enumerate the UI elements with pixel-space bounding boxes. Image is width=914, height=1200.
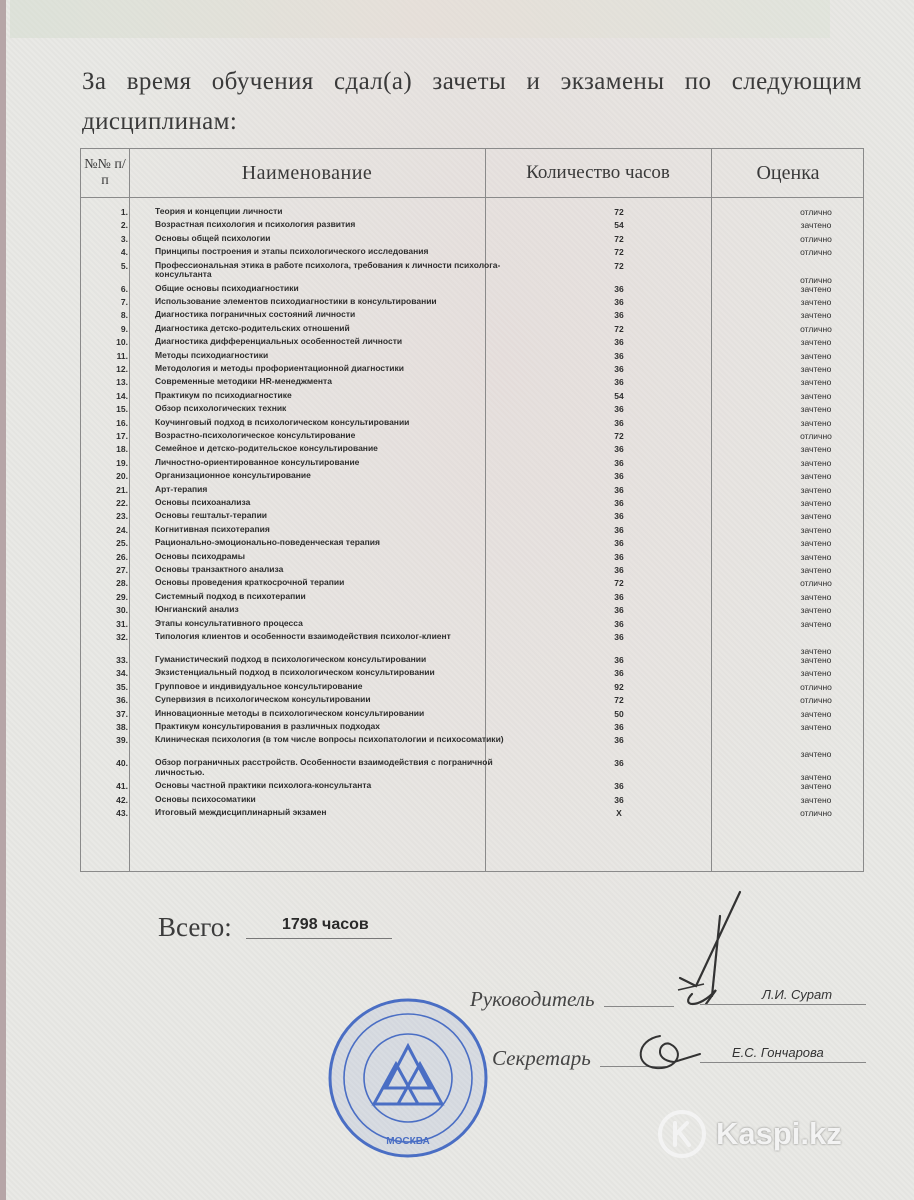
- row-hours: 36: [614, 781, 624, 792]
- row-grade: зачтено: [800, 749, 832, 760]
- row-hours: 36: [614, 471, 624, 482]
- row-grade: отлично: [800, 578, 832, 589]
- row-number: 15.: [116, 404, 128, 415]
- row-grade: зачтено: [800, 722, 832, 732]
- row-grade: зачтено: [800, 377, 832, 388]
- row-discipline-name: Рационально-эмоционально-поведенческая терапия: [155, 537, 380, 548]
- row-hours: 36: [614, 794, 624, 805]
- row-number: 19.: [116, 457, 128, 468]
- row-hours: 36: [614, 377, 624, 388]
- row-hours: 36: [614, 498, 624, 508]
- row-number: 11.: [116, 350, 128, 361]
- row-hours: 36: [614, 337, 624, 348]
- row-discipline-name: Принципы построения и этапы психологического исследования: [155, 246, 429, 257]
- row-number: 14.: [116, 390, 128, 401]
- row-grade: зачтено: [800, 350, 832, 361]
- row-hours: 36: [614, 722, 624, 732]
- row-number: 18.: [116, 444, 128, 455]
- row-grade: зачтено: [800, 283, 832, 294]
- row-grade: зачтено: [800, 364, 832, 374]
- row-grade: зачтено: [800, 538, 832, 549]
- row-grade: зачтено: [800, 471, 832, 482]
- row-hours: 72: [614, 207, 624, 217]
- column-divider: [711, 149, 712, 871]
- row-discipline-name: Групповое и индивидуальное консультирование: [155, 680, 363, 691]
- row-discipline-name: Диагностика детско-родительских отношений: [155, 322, 350, 333]
- header-name: Наименование: [241, 161, 373, 184]
- row-hours: 36: [614, 618, 624, 629]
- row-discipline-name: Юнгианский анализ: [155, 604, 239, 615]
- row-hours: 54: [614, 220, 624, 231]
- header-divider: [81, 197, 863, 198]
- row-number: 12.: [116, 364, 128, 374]
- row-number: 3.: [120, 233, 128, 244]
- row-hours: 36: [614, 511, 624, 522]
- row-hours: 36: [614, 484, 624, 495]
- row-discipline-name: Основы психодрамы: [155, 550, 246, 561]
- row-number: 24.: [116, 524, 128, 535]
- header-grade: Оценка: [756, 161, 820, 184]
- row-discipline-name: Основы гештальт-терапии: [155, 510, 268, 521]
- role-secretary: Секретарь: [492, 1046, 591, 1070]
- row-number: 42.: [116, 794, 128, 805]
- row-hours: 36: [614, 457, 624, 468]
- row-number: 10.: [116, 337, 128, 348]
- row-hours: 72: [614, 247, 624, 258]
- row-discipline-name: Возрастно-психологическое консультирование: [155, 430, 356, 440]
- row-discipline-name: Коучинговый подход в психологическом консультировании: [155, 416, 410, 427]
- row-number: 40.: [116, 758, 128, 769]
- row-number: 9.: [120, 323, 128, 334]
- row-discipline-name: Современные методики HR-менеджмента: [155, 376, 332, 387]
- row-grade: зачтено: [800, 484, 832, 495]
- row-discipline-name: Профессиональная этика в работе психолога, требования к личности психолога-консультанта: [155, 259, 501, 280]
- row-hours: 36: [614, 364, 624, 374]
- row-discipline-name: Основы частной практики психолога-консультанта: [155, 780, 372, 791]
- kaspi-watermark: [658, 1110, 842, 1158]
- row-hours: 36: [614, 655, 624, 665]
- secretary-name: Е.С. Гончарова: [732, 1045, 824, 1060]
- row-discipline-name: Организационное консультирование: [155, 470, 311, 481]
- row-discipline-name: Общие основы психодиагностики: [155, 282, 299, 293]
- row-hours: 72: [614, 578, 624, 589]
- row-hours: 36: [614, 735, 624, 746]
- row-discipline-name: Обзор психологических техник: [155, 403, 287, 414]
- row-hours: 36: [614, 538, 624, 549]
- row-discipline-name: Возрастная психология и психология развития: [155, 219, 356, 230]
- row-number: 32.: [116, 632, 128, 642]
- row-discipline-name: Практикум по психодиагностике: [155, 389, 292, 400]
- row-grade: зачтено: [800, 708, 832, 719]
- row-hours: 72: [614, 323, 624, 334]
- row-grade: отлично: [800, 274, 832, 285]
- row-grade: зачтено: [800, 511, 832, 522]
- decorative-band: [10, 0, 830, 38]
- row-grade: зачтено: [800, 457, 832, 468]
- row-hours: 36: [614, 417, 624, 428]
- page-heading: За время обучения сдал(а) зачеты и экзамены по следующим дисциплинам:: [82, 68, 862, 135]
- row-discipline-name: Инновационные методы в психологическом консультировании: [155, 707, 425, 718]
- row-discipline-name: Диагностика пограничных состояний личности: [155, 309, 356, 320]
- signature-line: [604, 1006, 674, 1007]
- header-hours: Количество часов: [526, 162, 670, 183]
- row-discipline-name: Семейное и детско-родительское консультирование: [155, 443, 378, 454]
- row-discipline-name: Обзор пограничных расстройств. Особенности взаимодействия с пограничной личностью.: [155, 757, 493, 777]
- row-hours: 36: [614, 668, 624, 679]
- row-hours: 36: [614, 605, 624, 616]
- row-hours: 36: [614, 283, 624, 294]
- row-hours: 36: [614, 758, 624, 769]
- row-discipline-name: Основы психоанализа: [155, 497, 251, 507]
- row-hours: 36: [614, 297, 624, 307]
- row-number: 4.: [120, 247, 128, 258]
- row-number: 33.: [116, 655, 128, 665]
- row-number: 38.: [116, 722, 128, 732]
- row-hours: 36: [614, 310, 624, 321]
- row-number: 20.: [116, 471, 128, 482]
- row-number: 26.: [116, 551, 128, 562]
- row-discipline-name: Клиническая психология (в том числе вопросы психопатологии и психосоматики): [155, 734, 504, 745]
- row-hours: 36: [614, 565, 624, 575]
- row-grade: зачтено: [800, 565, 832, 575]
- row-number: 37.: [116, 708, 128, 719]
- row-number: 27.: [116, 565, 128, 575]
- row-grade: зачтено: [800, 310, 832, 321]
- row-hours: 36: [614, 444, 624, 455]
- row-hours: 36: [614, 350, 624, 361]
- row-hours: 36: [614, 551, 624, 562]
- row-hours: 36: [614, 524, 624, 535]
- row-number: 29.: [116, 591, 128, 602]
- row-number: 6.: [120, 283, 128, 294]
- row-discipline-name: Итоговый междисциплинарный экзамен: [155, 807, 327, 818]
- row-discipline-name: Типология клиентов и особенности взаимодействия психолог-клиент: [155, 631, 451, 641]
- row-grade: зачтено: [800, 646, 832, 656]
- row-grade: зачтено: [800, 618, 832, 629]
- signature-secretary: [630, 1030, 710, 1080]
- row-hours: 50: [614, 708, 624, 719]
- row-number: 16.: [116, 417, 128, 428]
- row-grade: отлично: [800, 207, 832, 217]
- official-seal: [326, 996, 490, 1160]
- row-number: 13.: [116, 377, 128, 388]
- row-discipline-name: Супервизия в психологическом консультировании: [155, 694, 371, 705]
- row-discipline-name: Личностно-ориентированное консультирование: [155, 456, 360, 467]
- total-underline: [246, 938, 392, 939]
- row-hours: 72: [614, 233, 624, 244]
- row-hours: 36: [614, 591, 624, 602]
- row-hours: 54: [614, 390, 624, 401]
- row-discipline-name: Основы проведения краткосрочной терапии: [155, 577, 345, 588]
- row-number: 41.: [116, 781, 128, 792]
- director-name: Л.И. Сурат: [762, 987, 833, 1002]
- row-number: 2.: [120, 220, 128, 231]
- row-hours: 36: [614, 404, 624, 415]
- row-discipline-name: Диагностика дифференциальных особенностей личности: [155, 336, 403, 347]
- row-number: 28.: [116, 578, 128, 589]
- row-discipline-name: Этапы консультативного процесса: [155, 617, 303, 628]
- row-discipline-name: Основы общей психологии: [155, 232, 271, 243]
- row-grade: зачтено: [800, 772, 832, 783]
- row-grade: отлично: [800, 323, 832, 334]
- row-number: 34.: [116, 668, 128, 679]
- row-discipline-name: Экзистенциальный подход в психологическом консультировании: [155, 667, 435, 678]
- row-grade: отлично: [800, 233, 832, 244]
- row-number: 7.: [120, 297, 128, 307]
- row-hours: X: [616, 808, 622, 819]
- row-hours: 92: [614, 681, 624, 692]
- row-grade: зачтено: [800, 390, 832, 401]
- row-grade: зачтено: [800, 668, 832, 679]
- row-grade: зачтено: [800, 444, 832, 455]
- row-discipline-name: Гуманистический подход в психологическом консультировании: [155, 654, 427, 664]
- column-divider: [129, 149, 130, 871]
- row-number: 5.: [120, 260, 128, 271]
- row-hours: 36: [614, 632, 624, 642]
- row-hours: 72: [614, 695, 624, 706]
- row-grade: зачтено: [800, 404, 832, 415]
- row-discipline-name: Использование элементов психодиагностики в консультировании: [155, 296, 437, 306]
- row-number: 31.: [116, 618, 128, 629]
- row-grade: зачтено: [800, 524, 832, 535]
- row-number: 22.: [116, 498, 128, 508]
- row-hours: 72: [614, 431, 624, 441]
- row-grade: отлично: [800, 695, 832, 706]
- name-line: [700, 1004, 866, 1005]
- row-grade: зачтено: [800, 794, 832, 805]
- row-discipline-name: Методы психодиагностики: [155, 349, 269, 360]
- total-value: 1798 часов: [282, 916, 369, 933]
- row-grade: отлично: [800, 431, 832, 441]
- page-edge: [0, 0, 6, 1200]
- row-discipline-name: Системный подход в психотерапии: [155, 590, 306, 601]
- row-discipline-name: Когнитивная психотерапия: [155, 523, 270, 534]
- row-discipline-name: Методология и методы профориентационной диагностики: [155, 363, 404, 373]
- role-director: Руководитель: [470, 987, 595, 1011]
- row-discipline-name: Теория и концепции личности: [155, 206, 283, 216]
- kaspi-logo-icon: [658, 1110, 706, 1158]
- row-number: 17.: [116, 431, 128, 441]
- row-discipline-name: Арт-терапия: [155, 483, 208, 494]
- row-number: 8.: [120, 310, 128, 321]
- row-grade: отлично: [800, 681, 832, 692]
- row-grade: зачтено: [800, 297, 832, 307]
- row-number: 36.: [116, 695, 128, 706]
- row-grade: зачтено: [800, 498, 832, 508]
- row-grade: отлично: [800, 808, 832, 819]
- row-number: 21.: [116, 484, 128, 495]
- row-grade: зачтено: [800, 655, 832, 665]
- row-grade: зачтено: [800, 781, 832, 792]
- row-number: 30.: [116, 605, 128, 616]
- row-hours: 72: [614, 260, 624, 271]
- row-discipline-name: Основы транзактного анализа: [155, 564, 284, 574]
- row-number: 35.: [116, 681, 128, 692]
- total-label: Всего:: [158, 912, 232, 942]
- row-number: 43.: [116, 808, 128, 819]
- row-number: 23.: [116, 511, 128, 522]
- header-number: №№ п/п: [84, 157, 126, 188]
- row-grade: зачтено: [800, 605, 832, 616]
- row-grade: зачтено: [800, 337, 832, 348]
- row-grade: зачтено: [800, 551, 832, 562]
- signature-director: [620, 886, 760, 1036]
- row-grade: зачтено: [800, 220, 832, 231]
- seal-city: МОСКВА: [386, 1136, 430, 1147]
- row-number: 1.: [120, 207, 128, 217]
- row-number: 25.: [116, 538, 128, 549]
- disciplines-table: [80, 148, 864, 872]
- row-discipline-name: Практикум консультирования в различных подходах: [155, 721, 380, 731]
- row-grade: зачтено: [800, 591, 832, 602]
- row-grade: отлично: [800, 247, 832, 258]
- row-number: 39.: [116, 735, 128, 746]
- row-grade: зачтено: [800, 417, 832, 428]
- name-line: [700, 1062, 866, 1063]
- kaspi-brand: Kaspi.kz: [716, 1116, 842, 1151]
- row-discipline-name: Основы психосоматики: [155, 793, 256, 804]
